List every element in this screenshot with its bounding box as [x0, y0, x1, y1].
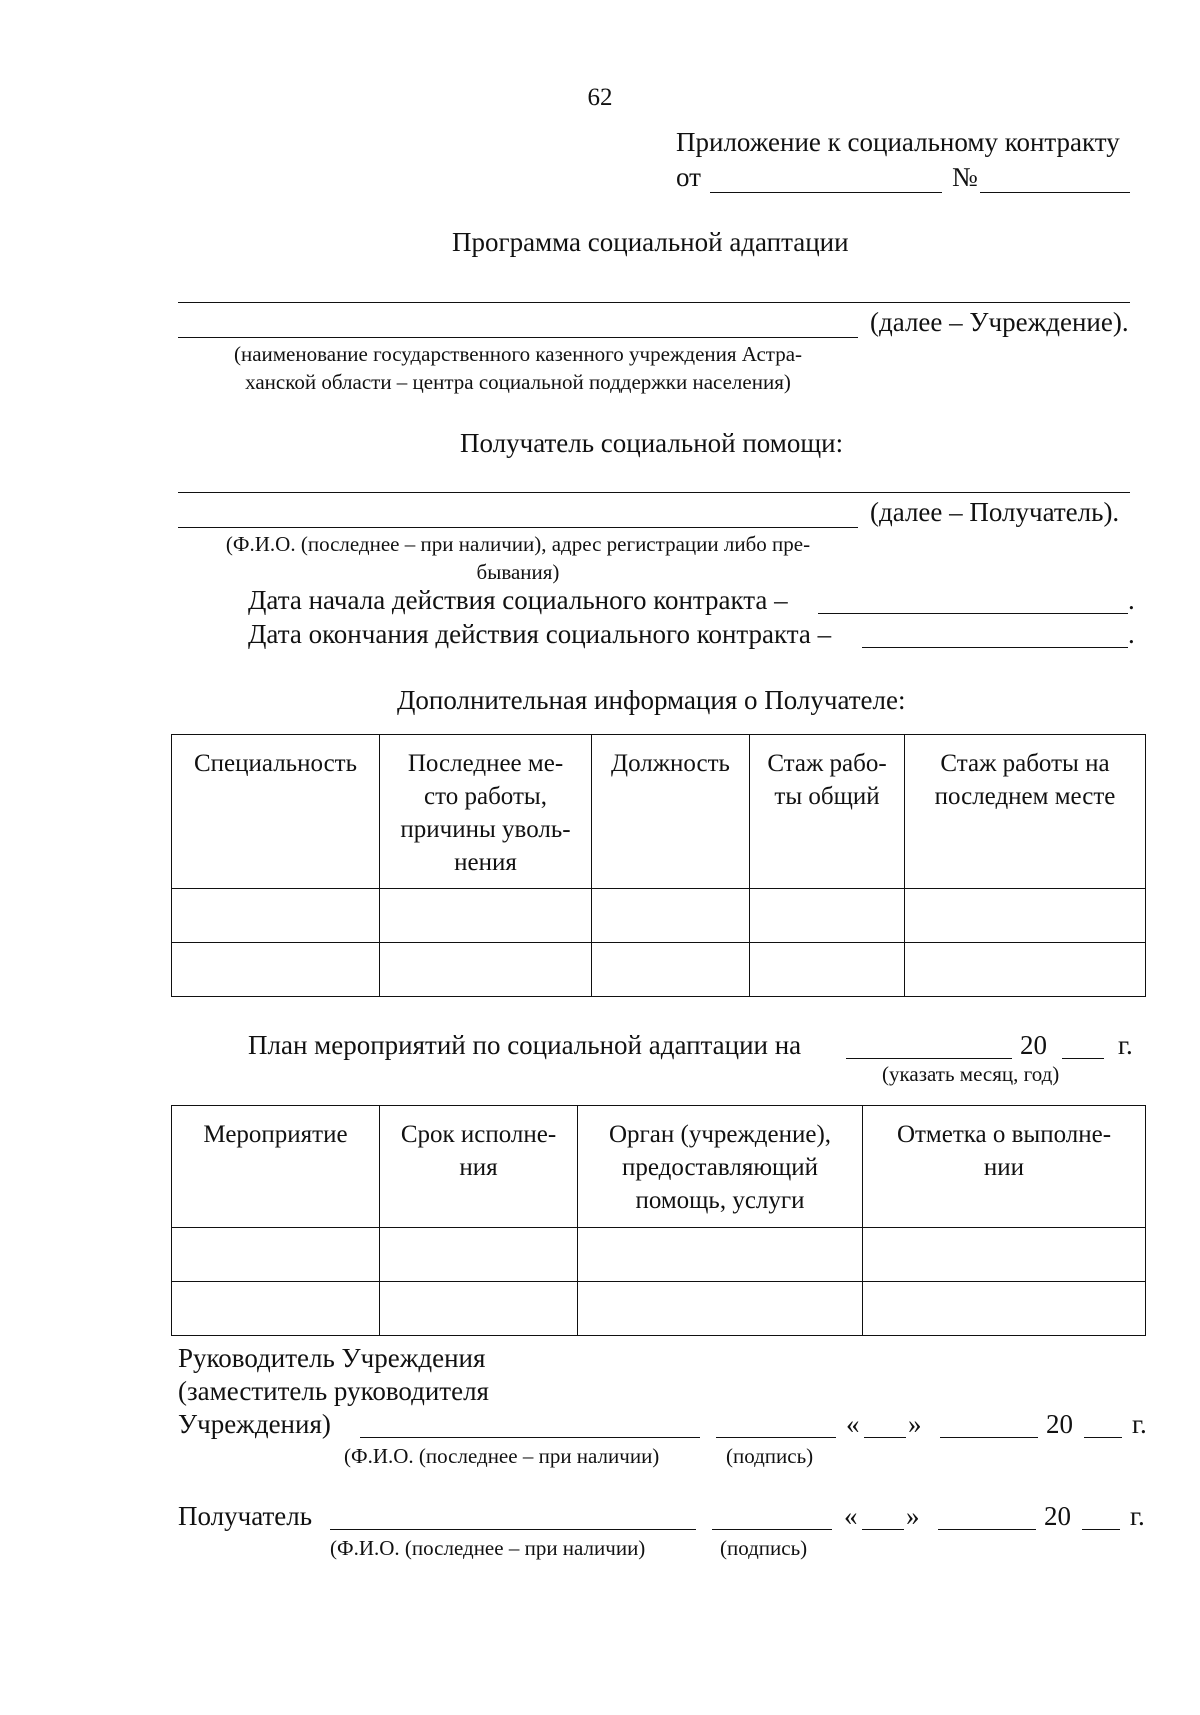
table-cell[interactable] [863, 1282, 1146, 1336]
head-quote-close: » [908, 1409, 922, 1439]
table-cell[interactable] [592, 889, 750, 943]
column-header-last-workplace: Последнее ме- сто работы, причины уволь- нения [380, 735, 592, 889]
head-day-field[interactable] [864, 1437, 906, 1438]
table-cell[interactable] [863, 1228, 1146, 1282]
column-header-deadline: Срок исполне- ния [380, 1106, 578, 1228]
table-row [172, 1282, 1146, 1336]
table-row [172, 943, 1146, 997]
recipient-caption: (Ф.И.О. (последнее – при наличии), адрес регистрации либо пре- бывания) [225, 532, 811, 584]
table-cell[interactable] [380, 1282, 578, 1336]
page-title: Программа социальной адаптации [452, 227, 849, 257]
recipient-signature-caption: (подпись) [720, 1536, 808, 1560]
recipient-name-field-1[interactable] [178, 492, 1130, 493]
appendix-number-label: № [952, 162, 978, 192]
head-signature-label-3: Учреждения) [178, 1409, 331, 1439]
recipient-fio-field[interactable] [330, 1529, 696, 1530]
recipient-signature-field[interactable] [712, 1529, 832, 1530]
head-year-suffix: г. [1132, 1409, 1147, 1439]
table-header-row [172, 735, 1146, 889]
recipient-year-prefix: 20 [1044, 1501, 1071, 1531]
head-year-field[interactable] [1084, 1437, 1122, 1438]
additional-info-table [171, 734, 1146, 997]
recipient-day-field[interactable] [862, 1529, 904, 1530]
table-cell[interactable] [172, 943, 380, 997]
end-date-field[interactable] [862, 647, 1128, 648]
table-cell[interactable] [578, 1228, 863, 1282]
column-header-last-place-experience: Стаж работы на последнем месте [905, 735, 1146, 889]
recipient-quote-open: « [844, 1501, 858, 1531]
column-header-position: Должность [592, 735, 750, 889]
recipient-year-field[interactable] [1082, 1529, 1120, 1530]
institution-name-field-2[interactable] [178, 337, 858, 338]
recipient-suffix: (далее – Получатель). [870, 497, 1120, 527]
plan-table [171, 1105, 1146, 1336]
recipient-quote-close: » [906, 1501, 920, 1531]
head-fio-field[interactable] [360, 1437, 700, 1438]
recipient-signature-label: Получатель [178, 1501, 313, 1531]
column-header-provider: Орган (учреждение), предоставляющий помощь, услуги [578, 1106, 863, 1228]
plan-month-field[interactable] [846, 1058, 1012, 1059]
column-header-completion-mark: Отметка о выполне- нии [863, 1106, 1146, 1228]
head-quote-open: « [846, 1409, 860, 1439]
head-month-field[interactable] [940, 1437, 1038, 1438]
table-cell[interactable] [172, 1282, 380, 1336]
table-cell[interactable] [905, 943, 1146, 997]
recipient-year-suffix: г. [1130, 1501, 1145, 1531]
recipient-heading: Получатель социальной помощи: [460, 428, 844, 458]
appendix-from-label: от [676, 162, 701, 192]
column-header-specialty: Специальность [172, 735, 380, 889]
table-cell[interactable] [750, 943, 905, 997]
head-signature-field[interactable] [716, 1437, 836, 1438]
column-header-activity: Мероприятие [172, 1106, 380, 1228]
table-header-row [172, 1106, 1146, 1228]
plan-year-field[interactable] [1062, 1058, 1104, 1059]
table-row [172, 889, 1146, 943]
contract-number-field[interactable] [980, 192, 1130, 193]
institution-suffix: (далее – Учреждение). [870, 307, 1129, 337]
recipient-month-field[interactable] [938, 1529, 1036, 1530]
start-date-label: Дата начала действия социального контракта – [248, 585, 788, 615]
appendix-title: Приложение к социальному контракту [676, 127, 1120, 157]
head-fio-caption: (Ф.И.О. (последнее – при наличии) [344, 1444, 660, 1468]
table-row [172, 1228, 1146, 1282]
end-date-label: Дата окончания действия социального контракта – [248, 619, 832, 649]
table-cell[interactable] [172, 1228, 380, 1282]
page-number: 62 [587, 84, 613, 111]
recipient-name-field-2[interactable] [178, 527, 858, 528]
table-cell[interactable] [380, 889, 592, 943]
end-date-period: . [1128, 619, 1135, 649]
institution-name-field-1[interactable] [178, 302, 1130, 303]
head-signature-label-2: (заместитель руководителя [178, 1376, 489, 1406]
head-signature-label-1: Руководитель Учреждения [178, 1343, 486, 1373]
plan-heading: План мероприятий по социальной адаптации на [248, 1030, 802, 1060]
institution-caption: (наименование государственного казенного учреждения Астра- ханской области – центра социальной поддержки населения) [233, 342, 803, 394]
start-date-period: . [1128, 585, 1135, 615]
recipient-fio-caption: (Ф.И.О. (последнее – при наличии) [330, 1536, 646, 1560]
additional-info-heading: Дополнительная информация о Получателе: [397, 685, 906, 715]
contract-date-field[interactable] [710, 192, 942, 193]
table-cell[interactable] [592, 943, 750, 997]
table-cell[interactable] [905, 889, 1146, 943]
table-cell[interactable] [578, 1282, 863, 1336]
plan-year-prefix: 20 [1020, 1030, 1047, 1060]
table-cell[interactable] [380, 1228, 578, 1282]
plan-caption: (указать месяц, год) [882, 1062, 1060, 1086]
column-header-total-experience: Стаж рабо- ты общий [750, 735, 905, 889]
head-signature-caption: (подпись) [726, 1444, 814, 1468]
table-cell[interactable] [172, 889, 380, 943]
table-cell[interactable] [750, 889, 905, 943]
table-cell[interactable] [380, 943, 592, 997]
plan-year-suffix: г. [1118, 1030, 1133, 1060]
head-year-prefix: 20 [1046, 1409, 1073, 1439]
start-date-field[interactable] [818, 613, 1128, 614]
